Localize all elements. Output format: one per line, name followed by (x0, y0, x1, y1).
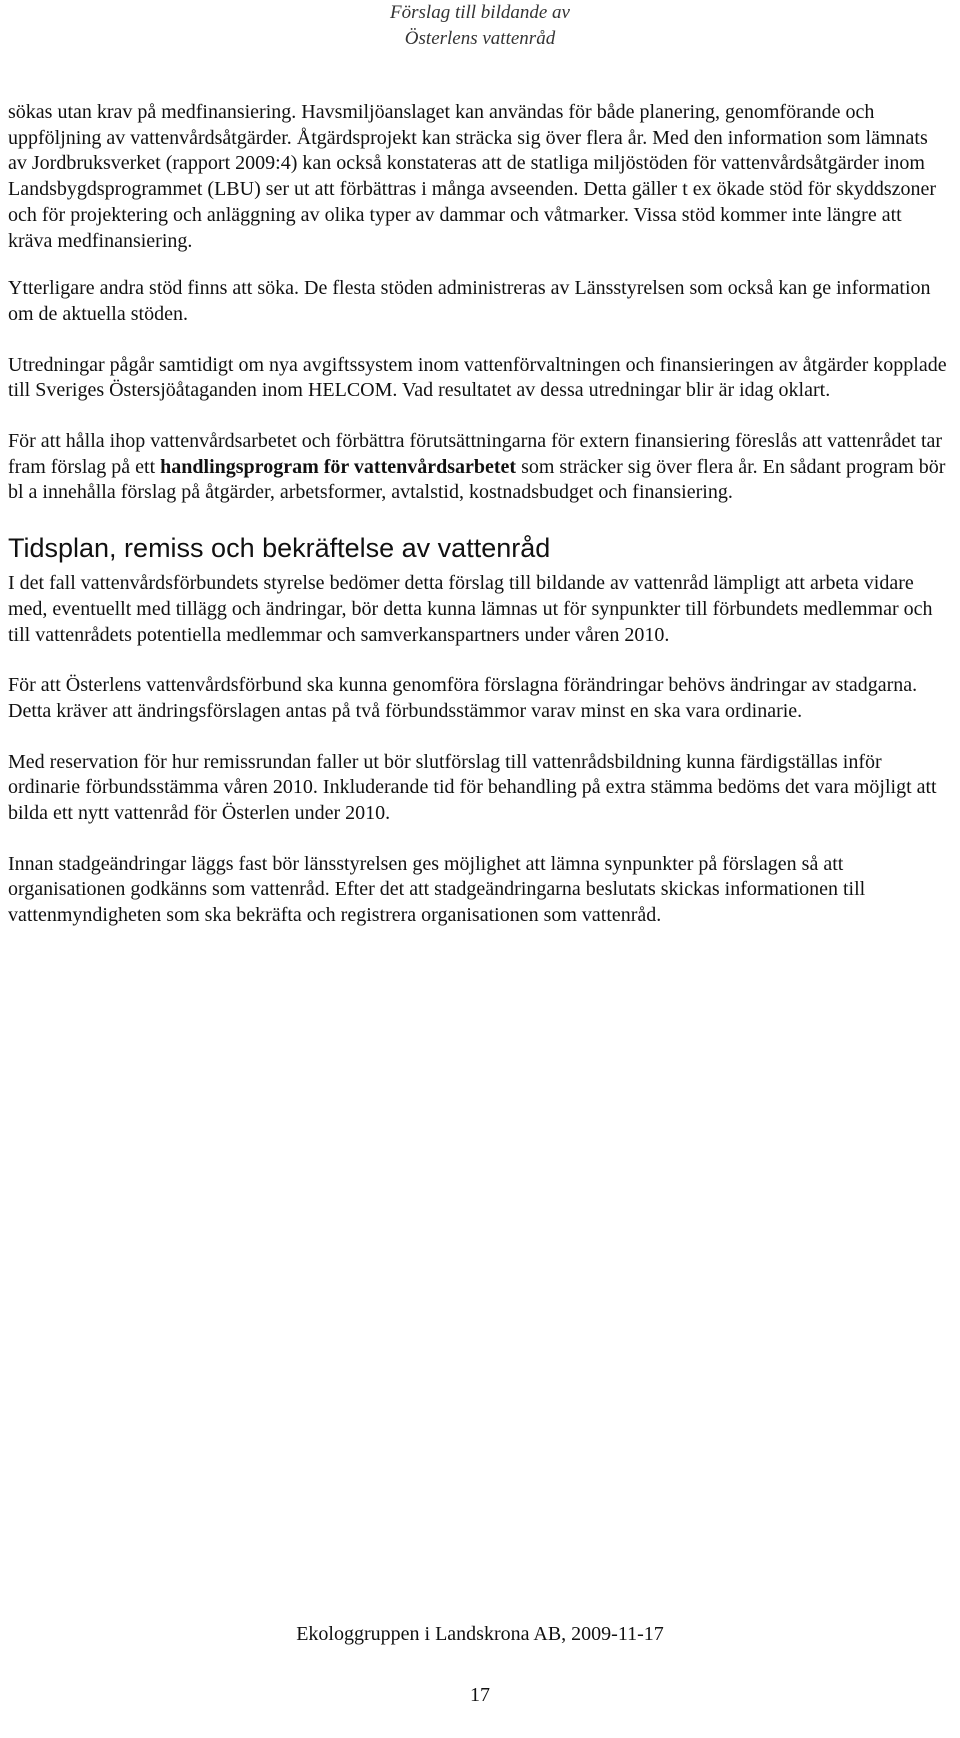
action-program-text-after: som sträcker sig över flera år. En sådant program bör bl a innehålla förslag på åtgärder, arbetsformer, avtalstid, kostnadsbudget och finansiering. (8, 455, 946, 504)
header-title-line-1: Förslag till bildande av (390, 2, 570, 23)
section-heading-timeline: Tidsplan, remiss och bekräftelse av vattenråd (8, 533, 551, 564)
paragraph-board-assessment: I det fall vattenvårdsförbundets styrelse bedömer detta förslag till bildande av vattenråd lämpligt att arbeta vidare med, eventuellt med tillägg och ändringar, bör detta kunna lämnas ut för synpunkter till förbundets medlemmar och till vattenrådets potentiella medlemmar och samverkanspartners under våren 2010. (8, 572, 933, 646)
page-number: 17 (470, 1684, 490, 1706)
footer-company-date: Ekologgruppen i Landskrona AB, 2009-11-17 (296, 1623, 664, 1645)
action-program-text-before: För att hålla ihop vattenvårdsarbetet och förbättra förutsättningarna för extern finansiering föreslås att vattenrådet tar fram förslag på ett (8, 430, 943, 478)
paragraph-statute-changes: För att Österlens vattenvårdsförbund ska kunna genomföra förslagna förändringar behövs ändringar av stadgarna. Detta kräver att ändringsförslagen antas på två förbundsstämmor varav minst en ska vara ordinarie. (8, 674, 918, 722)
action-program-bold-term: handlingsprogram för vattenvårdsarbetet (160, 455, 517, 478)
paragraph-investigations: Utredningar pågår samtidigt om nya avgiftssystem inom vattenförvaltningen och finansieringen av åtgärder kopplade till Sveriges Östersjöåtaganden inom HELCOM. Vad resultatet av dessa utredningar blir är idag oklart. (8, 353, 947, 402)
paragraph-final-proposal: Med reservation för hur remissrundan faller ut bör slutförslag till vattenrådsbildning kunna färdigställas inför ordinarie förbundsstämma våren 2010. Inkluderande tid för behandling på extra stämma bedöms det vara möjligt att bilda ett nytt vattenråd för Österlen under 2010. (8, 750, 937, 825)
document-body (8, 100, 948, 954)
paragraph-funding-sources: sökas utan krav på medfinansiering. Havsmiljöanslaget kan användas för både planering, genomförande och uppföljning av vattenvårdsåtgärder. Åtgärdsprojekt kan sträcka sig över flera år. Med den information som lämnats av Jordbruksverket (rapport 2009:4) kan också konstateras att de statliga miljöstöden för vattenvårdsåtgärder inom Landsbygdsprogrammet (LBU) ser ut att förbättras i många avseenden. Detta gäller t ex ökade stöd för skyddszoner och för projektering och anläggning av olika typer av dammar och våtmarker. Vissa stöd kommer inte längre att kräva medfinansiering. (8, 101, 937, 252)
paragraph-county-approval: Innan stadgeändringar läggs fast bör länsstyrelsen ges möjlighet att lämna synpunkter på förslagen så att organisationen godkänns som vattenråd. Efter det att stadgeändringarna beslutats skickas informationen till vattenmyndigheten som ska bekräfta och registrera organisationen som vattenråd. (8, 852, 866, 927)
paragraph-other-support: Ytterligare andra stöd finns att söka. De flesta stöden administreras av Länsstyrelsen som också kan ge information om de aktuella stöden. (8, 277, 931, 325)
paragraph-action-program (8, 429, 948, 506)
header-title-line-2: Österlens vattenråd (404, 28, 556, 49)
page-header (0, 0, 960, 52)
